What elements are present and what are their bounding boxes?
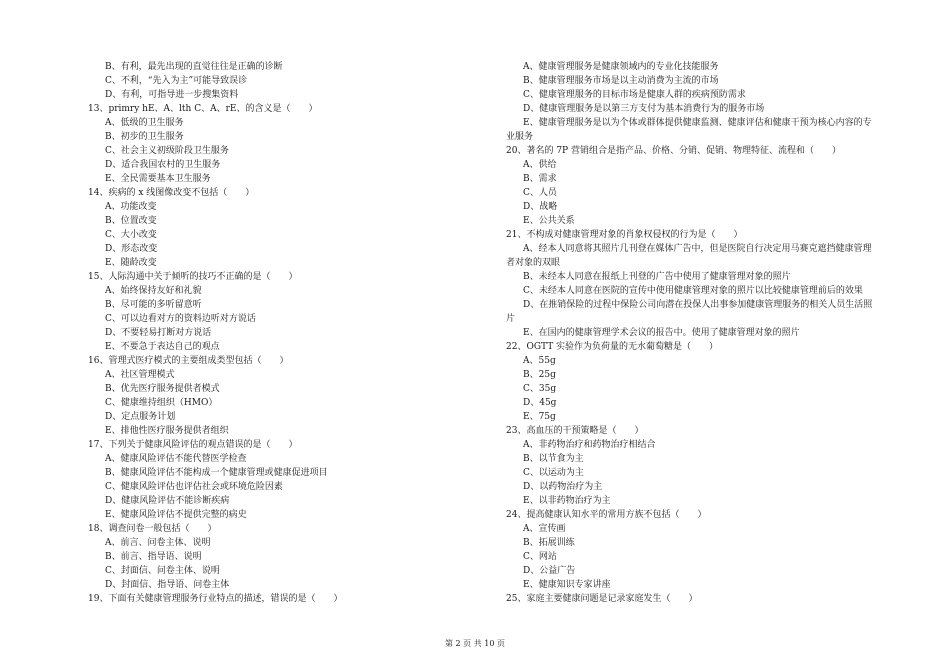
- option-line: B、前言、指导语、说明: [105, 552, 202, 562]
- option-line: C、不利，“先入为主”可能导致误诊: [105, 76, 248, 86]
- option-line: C、以运动为主: [523, 468, 584, 478]
- option-line: A、前言、问卷主体、说明: [105, 538, 211, 548]
- option-line: B、健康风险评估不能构成一个健康管理或健康促进项目: [105, 468, 328, 478]
- option-line: E、健康管理服务是以为个体或群体提供健康监测、健康评估和健康干预为核心内容的专: [523, 118, 872, 128]
- option-line: D、定点服务计划: [105, 412, 176, 422]
- option-line: B、需求: [523, 174, 557, 184]
- option-line: A、始终保持友好和礼貌: [105, 286, 202, 296]
- question-line: 25、家庭主要健康问题是记录家庭发生（ ）: [506, 594, 698, 604]
- option-line: B、拓展训练: [523, 538, 575, 548]
- question-line: 22、OGTT 实验作为负荷量的无水葡萄糖是（ ）: [506, 342, 719, 352]
- option-line: E、在国内的健康管理学术会议的报告中。使用了健康管理对象的照片: [523, 328, 800, 338]
- option-line: E、随龄改变: [105, 258, 157, 268]
- option-line: B、以节食为主: [523, 454, 584, 464]
- option-line: D、不要轻易打断对方说话: [105, 328, 212, 338]
- option-line: C、人员: [523, 188, 557, 198]
- option-line: C、大小改变: [105, 230, 157, 240]
- option-line: D、45g: [523, 398, 557, 408]
- question-line: 19、下面有关健康管理服务行业特点的描述，错误的是（ ）: [88, 594, 343, 604]
- question-line: 18、调查问卷一般包括（ ）: [88, 524, 217, 534]
- option-line: D、形态改变: [105, 244, 158, 254]
- option-line: A、宣传画: [523, 524, 566, 534]
- option-line: E、健康知识专家讲座: [523, 580, 611, 590]
- option-line: B、初步的卫生服务: [105, 132, 184, 142]
- option-line: A、健康风险评估不能代替医学检查: [105, 454, 247, 464]
- option-line: D、以药物治疗为主: [523, 482, 603, 492]
- option-line: C、健康维持组织（HMO）: [105, 398, 218, 408]
- option-line: B、位置改变: [105, 216, 157, 226]
- option-line: E、不要急于表达自己的观点: [105, 342, 220, 352]
- option-line: D、公益广告: [523, 566, 576, 576]
- option-line: E、健康风险评估不提供完整的病史: [105, 510, 247, 520]
- continuation-line: 片: [506, 314, 516, 324]
- option-line: A、健康管理服务是健康领域内的专业化技能服务: [523, 62, 719, 72]
- question-line: 17、下列关于健康风险评估的观点错误的是（ ）: [88, 440, 298, 450]
- left-column: [88, 60, 488, 606]
- option-line: A、非药物治疗和药物治疗相结合: [523, 440, 656, 450]
- option-line: B、未经本人同意在报纸上刊登的广告中使用了健康管理对象的照片: [523, 272, 791, 282]
- option-line: D、战略: [523, 202, 558, 212]
- option-line: E、公共关系: [523, 216, 575, 226]
- option-line: A、低级的卫生服务: [105, 118, 184, 128]
- option-line: B、尽可能的多听留意听: [105, 300, 202, 310]
- option-line: C、封面信、问卷主体、说明: [105, 566, 220, 576]
- option-line: E、全民需要基本卫生服务: [105, 174, 211, 184]
- question-line: 21、不构成对健康管理对象的肖象权侵权的行为是（ ）: [506, 230, 743, 240]
- option-line: B、有利，最先出现的直觉往往是正确的诊断: [105, 62, 283, 72]
- question-line: 24、提高健康认知水平的常用方族不包括（ ）: [506, 510, 707, 520]
- question-line: 20、著名的 7P 营销组合是指产品、价格、分销、促销、物理特征、流程和（ ）: [506, 146, 841, 156]
- option-line: D、适合我国农村的卫生服务: [105, 160, 221, 170]
- option-line: D、健康管理服务是以第三方支付为基本消费行为的服务市场: [523, 104, 765, 114]
- option-line: B、25g: [523, 370, 556, 380]
- option-line: A、供给: [523, 160, 557, 170]
- question-line: 23、高血压的干预策略是（ ）: [506, 426, 644, 436]
- option-line: C、未经本人同意在医院的宣传中使用健康管理对象的照片以比较健康管理前后的效果: [523, 286, 863, 296]
- option-line: D、有利，可指导进一步搜集资料: [105, 90, 239, 100]
- question-line: 14、疾病的 x 线图像改变不包括（ ）: [88, 188, 255, 198]
- option-line: C、网站: [523, 552, 557, 562]
- option-line: E、以非药物治疗为主: [523, 496, 611, 506]
- option-line: D、健康风险评估不能诊断疾病: [105, 496, 230, 506]
- option-line: A、55g: [523, 356, 556, 366]
- option-line: C、社会主义初级阶段卫生服务: [105, 146, 229, 156]
- option-line: B、优先医疗服务提供者模式: [105, 384, 220, 394]
- right-column: [506, 60, 891, 606]
- question-line: 16、管理式医疗模式的主要组成类型包括（ ）: [88, 356, 289, 366]
- question-line: 15、人际沟通中关于倾听的技巧不正确的是（ ）: [88, 272, 298, 282]
- option-line: D、封面信、指导语、问卷主体: [105, 580, 230, 590]
- option-line: C、健康风险评估也评估社会或环境危险因素: [105, 482, 283, 492]
- option-line: B、健康管理服务市场是以主动消费为主流的市场: [523, 76, 719, 86]
- question-line: 13、primry hE、A、lth C、A、rE、的含义是（ ）: [88, 104, 318, 114]
- option-line: C、健康管理服务的目标市场是健康人群的疾病预防需求: [523, 90, 746, 100]
- option-line: C、35g: [523, 384, 557, 394]
- option-line: E、75g: [523, 412, 556, 422]
- continuation-line: 业服务: [506, 132, 534, 142]
- option-line: A、社区管理模式: [105, 370, 175, 380]
- option-line: C、可以边看对方的资料边听对方说话: [105, 314, 256, 324]
- option-line: E、排他性医疗服务提供者组织: [105, 426, 229, 436]
- option-line: A、经本人同意将其照片几刊登在媒体广告中，但是医院自行决定用马赛克遮挡健康管理: [523, 244, 872, 254]
- page-footer: 第 2 页 共 10 页: [445, 639, 505, 648]
- option-line: A、功能改变: [105, 202, 157, 212]
- continuation-line: 者对象的双眼: [506, 258, 561, 268]
- option-line: D、在推销保险的过程中保险公司向潜在投保人出事参加健康管理服务的相关人员生活照: [523, 300, 873, 310]
